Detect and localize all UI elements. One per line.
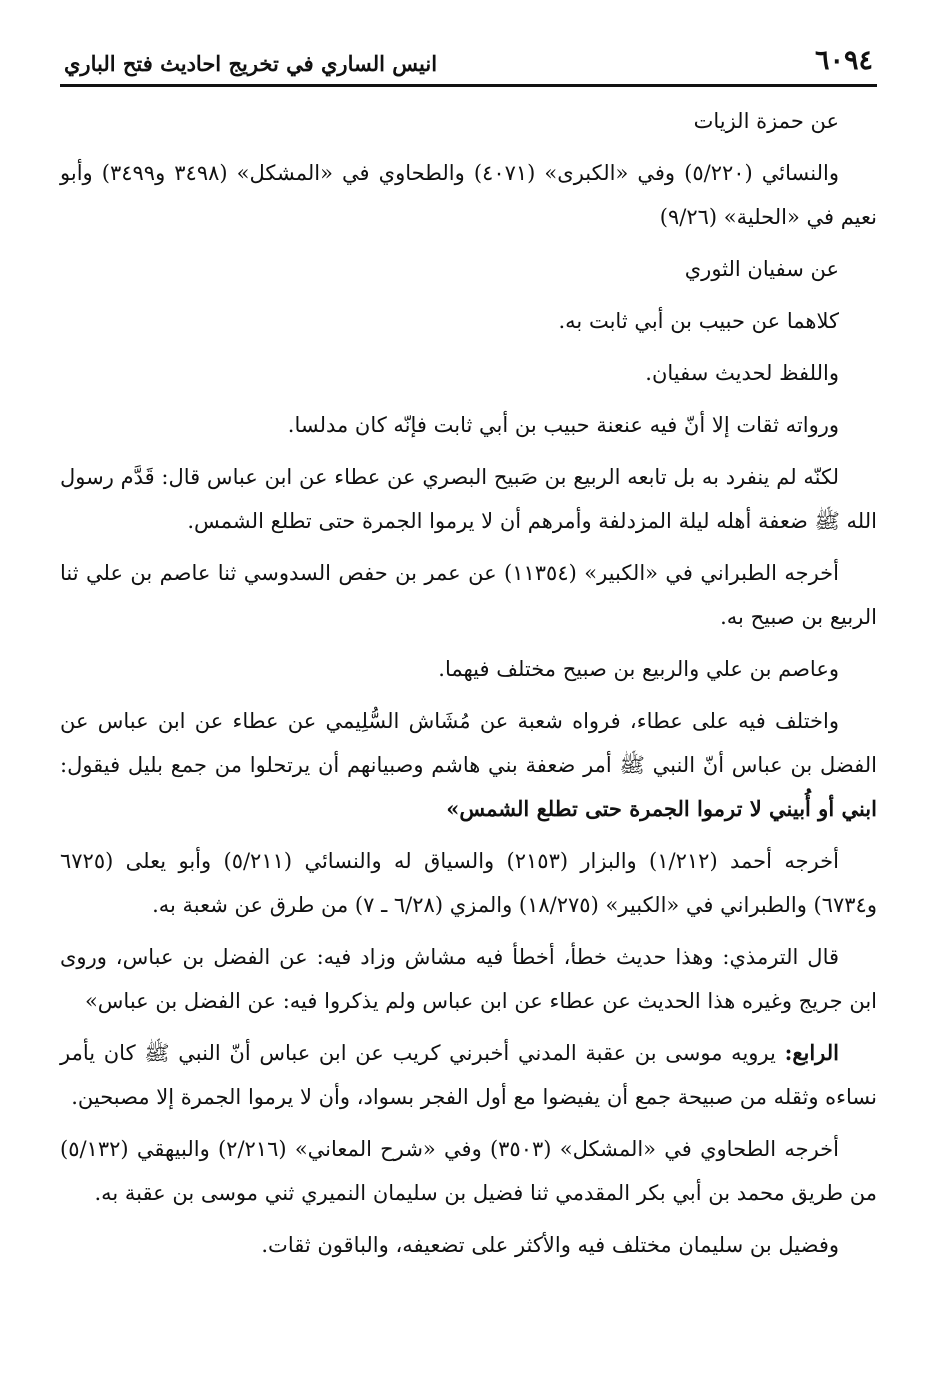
paragraph [60, 647, 877, 691]
paragraph [60, 403, 877, 447]
paragraph [60, 839, 877, 927]
running-title: انيس الساري في تخريج احاديث فتح الباري [64, 51, 438, 76]
paragraph [60, 1127, 877, 1215]
paragraph-text: وعاصم بن علي والربيع بن صبيح مختلف فيهما. [438, 657, 839, 681]
paragraph-text: عن حمزة الزيات [693, 109, 839, 133]
paragraph [60, 99, 877, 143]
paragraph-text: عن سفيان الثوري [684, 257, 839, 281]
paragraph-text: أخرجه الطبراني في «الكبير» (١١٣٥٤) عن عمر بن حفص السدوسي ثنا عاصم بن علي ثنا الربيع بن صبيح به. [60, 561, 877, 629]
paragraph [60, 351, 877, 395]
paragraph [60, 1031, 877, 1119]
paragraph [60, 299, 877, 343]
paragraph [60, 551, 877, 639]
paragraph-text: والنسائي (٥/٢٢٠) وفي «الكبرى» (٤٠٧١) والطحاوي في «المشكل» (٣٤٩٨ و٣٤٩٩) وأبو نعيم في «الحلية» (٩/٢٦) [60, 161, 877, 229]
paragraph [60, 699, 877, 831]
page-number: ٦٠٩٤ [814, 45, 873, 76]
paragraph-text: وفضيل بن سليمان مختلف فيه والأكثر على تضعيفه، والباقون ثقات. [261, 1233, 839, 1257]
paragraph-text: يرويه موسى بن عقبة المدني أخبرني كريب عن ابن عباس أنّ النبي ﷺ كان يأمر نساءه وثقله من صبيحة جمع أن يفيضوا مع أول الفجر بسواد، وأن لا يرموا الجمرة إلا مصبحين. [60, 1041, 877, 1109]
paragraph [60, 1223, 877, 1267]
page-body [60, 87, 877, 1267]
paragraph [60, 247, 877, 291]
paragraph-text: ورواته ثقات إلا أنّ فيه عنعنة حبيب بن أبي ثابت فإنّه كان مدلسا. [287, 413, 839, 437]
paragraph-text: واختلف فيه على عطاء، فرواه شعبة عن مُشَاش السُّلِيمي عن عطاء عن ابن عباس عن الفضل بن عباس أنّ النبي ﷺ أمر ضعفة بني هاشم وصبيانهم أن يرتحلوا من جمع بليل فيقول: [60, 709, 877, 777]
paragraph-text: قال الترمذي: وهذا حديث خطأ، أخطأ فيه مشاش وزاد فيه: عن الفضل بن عباس، وروى ابن جريج وغيره هذا الحديث عن عطاء عن ابن عباس ولم يذكروا فيه: عن الفضل بن عباس» [60, 945, 877, 1013]
paragraph-text: لكنّه لم ينفرد به بل تابعه الربيع بن صَبيح البصري عن عطاء عن ابن عباس قال: قَدَّم رسول الله ﷺ ضعفة أهله ليلة المزدلفة وأمرهم أن لا يرموا الجمرة حتى تطلع الشمس. [60, 465, 877, 533]
paragraph-text: أخرجه أحمد (١/٢١٢) والبزار (٢١٥٣) والسياق له والنسائي (٥/٢١١) وأبو يعلى (٦٧٢٥ و٦٧٣٤) والطبراني في «الكبير» (١٨/٢٧٥) والمزي (٦/٢٨ ـ ٧) من طرق عن شعبة به. [60, 849, 877, 917]
paragraph [60, 455, 877, 543]
page-header [60, 40, 877, 87]
paragraph-text: أخرجه الطحاوي في «المشكل» (٣٥٠٣) وفي «شرح المعاني» (٢/٢١٦) والبيهقي (٥/١٣٢) من طريق محمد بن أبي بكر المقدمي ثنا فضيل بن سليمان النميري ثني موسى بن عقبة به. [60, 1137, 877, 1205]
section-lead: الرابع: [784, 1040, 839, 1065]
paragraph-text: واللفظ لحديث سفيان. [645, 361, 839, 385]
paragraph [60, 935, 877, 1023]
paragraph [60, 151, 877, 239]
paragraph-text: كلاهما عن حبيب بن أبي ثابت به. [558, 309, 839, 333]
quoted-hadith-text: ابني أو أُبيني لا ترموا الجمرة حتى تطلع الشمس» [446, 796, 877, 821]
